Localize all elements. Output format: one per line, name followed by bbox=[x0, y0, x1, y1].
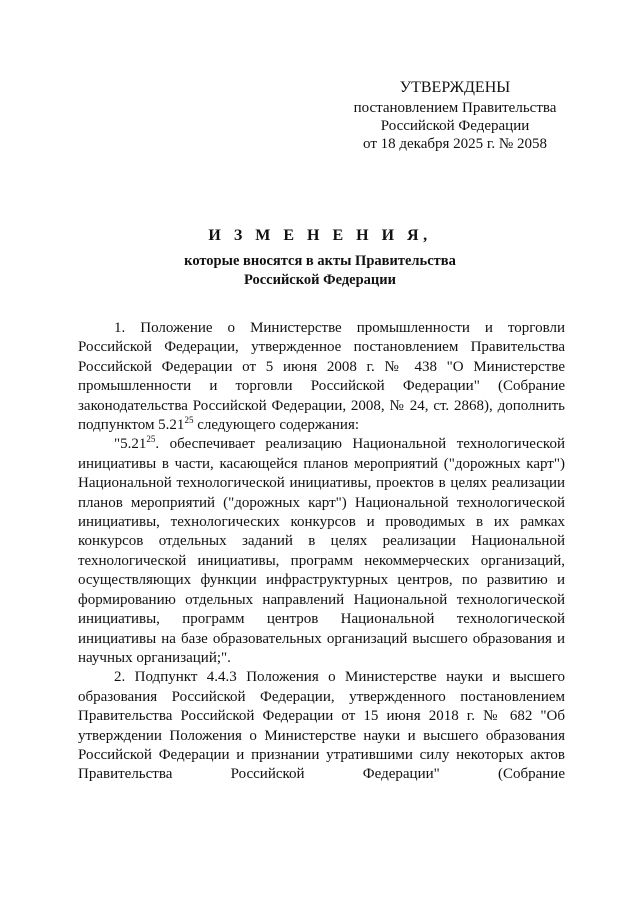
paragraph-1-superscript: 25 bbox=[184, 415, 194, 426]
approval-line-1: постановлением Правительства bbox=[353, 100, 557, 116]
paragraph-1 bbox=[78, 319, 565, 435]
paragraph-1-tail: следующего содержания: bbox=[193, 417, 360, 434]
document-body bbox=[78, 319, 565, 785]
document-title-block bbox=[60, 226, 580, 290]
paragraph-1-text: 1. Положение о Министерстве промышленности и торговли Российской Федерации, утвержденное постановлением Правительства Российской Федерации от 5 июня 2008 г. № 438 "О Министерстве промышленности и торговли Российской Федерации" (Собрание законодательства Российской Федерации, 2008, № 24, ст. 2868), дополнить подпунктом 5.21 bbox=[78, 320, 565, 434]
approval-line-3: от 18 декабря 2025 г. № 2058 bbox=[363, 136, 547, 152]
approval-stamp bbox=[330, 79, 580, 153]
approval-heading: УТВЕРЖДЕНЫ bbox=[399, 79, 511, 96]
approval-line-2: Российской Федерации bbox=[380, 118, 530, 134]
paragraph-2-start: "5.21 bbox=[114, 436, 147, 453]
paragraph-3-text: 2. Подпункт 4.4.3 Положения о Министерстве науки и высшего образования Российской Федерации, утвержденного постановлением Правительства Российской Федерации от 15 июня 2018 г. № 682 "Об утверждении Положения о Министерстве науки и высшего образования Российской Федерации и признании утратившими силу некоторых актов Правительства Российской Федерации" (Собрание bbox=[78, 669, 565, 783]
document-subtitle-line-2: Российской Федерации bbox=[243, 272, 396, 288]
document-subtitle-line-1: которые вносятся в акты Правительства bbox=[184, 253, 456, 269]
paragraph-2-text: . обеспечивает реализацию Национальной технологической инициативы в части, касающейся планов мероприятий ("дорожных карт") Национальной технологической инициативы, проектов в целях реализации планов мероприятий ("дорожных карт") Национальной технологической инициативы, технологических конкурсов и проводимых в их рамках конкурсов отдельных заданий в целях реализации Национальной технологической инициативы, программ некоммерческих организаций, осуществляющих функции инфраструктурных центров, по развитию и формированию отдельных направлений Национальной технологической инициативы, программ центров Национальной технологической инициативы на базе образовательных организаций высшего образования и научных организаций;". bbox=[78, 436, 565, 666]
paragraph-2 bbox=[78, 435, 565, 668]
paragraph-2-superscript: 25 bbox=[146, 434, 156, 445]
paragraph-3 bbox=[78, 668, 565, 784]
document-title: И З М Е Н Е Н И Я, bbox=[208, 227, 432, 244]
